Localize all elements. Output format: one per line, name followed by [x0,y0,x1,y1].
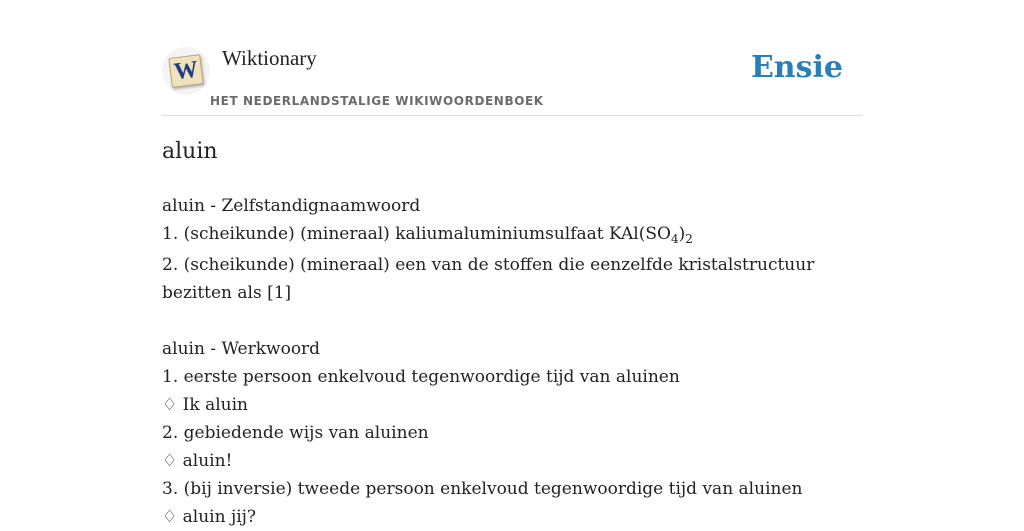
verb-heading: aluin - Werkwoord [162,339,321,359]
noun-definition-2: 2. (scheikunde) (mineraal) een van de stoffen die eenzelfde kristalstructuur bezitten als [1] [162,255,815,303]
site-header [162,0,862,116]
definition-text: 1. (scheikunde) (mineraal) kaliumaluminiumsulfaat KAl(SO [162,224,671,244]
verb-line: 2. gebiedende wijs van aluinen [162,423,429,443]
noun-definition-1 [162,220,862,248]
entry-content [162,192,862,531]
verb-example: ♢ Ik aluin [162,395,248,415]
page [162,0,862,527]
ensie-brand-link[interactable]: Ensie [750,50,843,85]
subscript-4: 4 [670,232,679,246]
site-tagline: HET NEDERLANDSTALIGE WIKIWOORDENBOEK [210,94,544,108]
verb-line: 1. eerste persoon enkelvoud tegenwoordige tijd van aluinen [162,367,680,387]
word-title: aluin [162,139,218,164]
noun-heading: aluin - Zelfstandignaamwoord [162,196,421,216]
verb-example: ♢ aluin! [162,451,233,471]
logo-tile: W [168,54,203,88]
verb-line: 3. (bij inversie) tweede persoon enkelvoud tegenwoordige tijd van aluinen [162,479,803,499]
verb-example: ♢ aluin jij? [162,507,257,527]
wiktionary-logo-icon[interactable] [162,47,210,95]
site-title[interactable]: Wiktionary [222,46,317,70]
section-spacer [162,307,862,335]
closing-parenthesis: ) [678,224,686,244]
subscript-2: 2 [685,232,693,246]
